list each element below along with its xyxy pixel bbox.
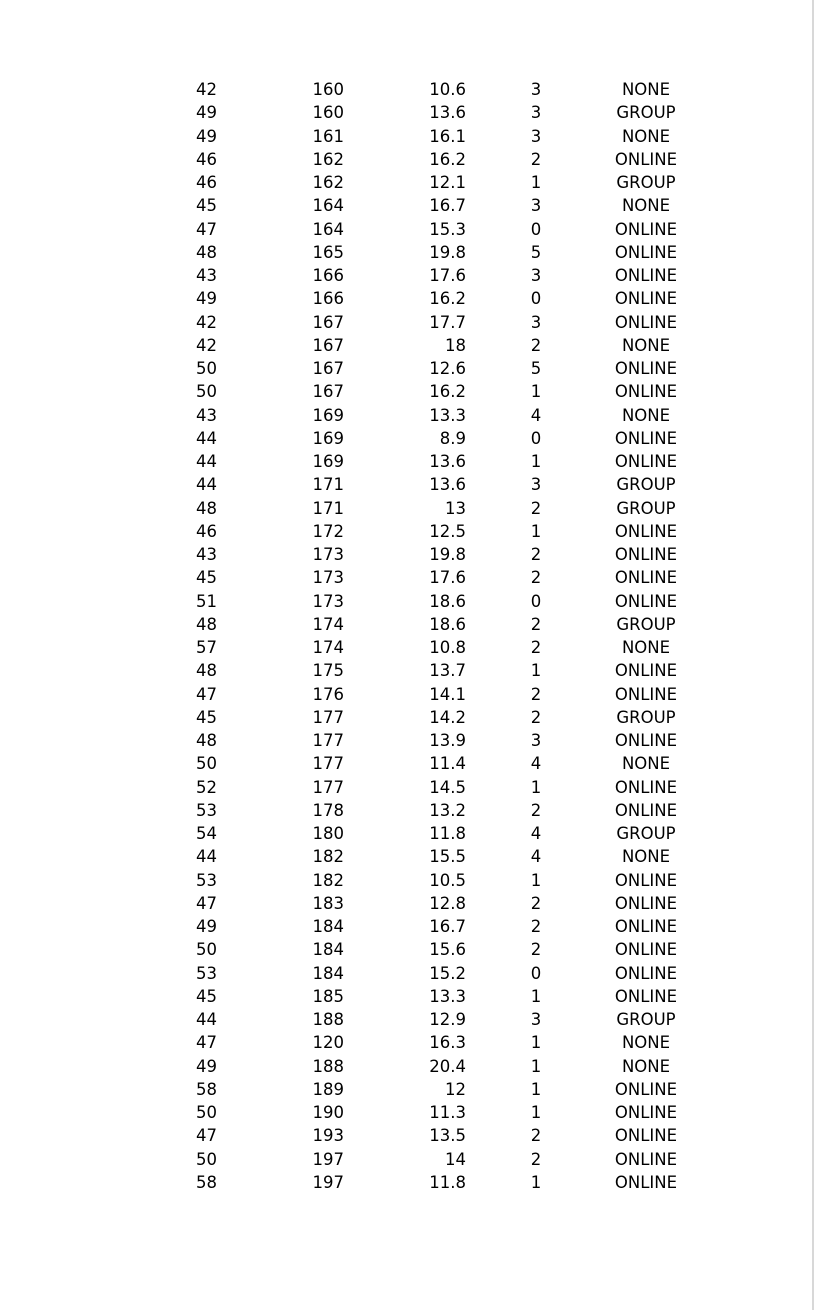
cell-col-4: 0 [530,591,542,611]
cell-col-4: 5 [530,359,542,378]
table-row [0,1008,814,1031]
cell-col-5: ONLINE [614,684,678,704]
cell-col-4: 1 [530,1056,542,1076]
cell-col-2: 177 [312,707,344,727]
cell-col-3: 14 [445,1149,466,1169]
cell-col-4: 1 [530,452,542,471]
cell-col-1: 45 [196,707,217,727]
cell-col-5: ONLINE [614,428,678,448]
cell-col-1: 44 [196,847,217,867]
cell-col-4: 3 [530,1010,542,1029]
cell-col-1: 53 [196,963,217,983]
cell-col-2: 167 [312,359,344,378]
table-row [0,1078,814,1101]
table-row [0,985,814,1008]
cell-col-4: 1 [530,1033,542,1053]
cell-col-2: 171 [312,475,344,495]
cell-col-5: GROUP [616,103,676,123]
cell-col-5: ONLINE [614,266,678,285]
cell-col-4: 2 [530,707,542,727]
cell-col-5: NONE [621,1033,671,1053]
cell-col-4: 2 [530,893,542,913]
cell-col-5: ONLINE [614,940,678,960]
cell-col-4: 3 [530,126,542,146]
cell-col-5: NONE [621,847,671,867]
table-row [0,776,814,799]
cell-col-5: ONLINE [614,870,678,890]
cell-col-1: 45 [196,196,217,216]
table-row [0,218,814,241]
cell-col-2: 189 [312,1079,344,1099]
cell-col-1: 50 [196,940,217,960]
cell-col-1: 42 [196,312,217,332]
cell-col-5: ONLINE [614,149,678,169]
cell-col-3: 12.6 [429,359,466,378]
cell-col-2: 177 [312,731,344,750]
cell-col-3: 15.5 [429,847,466,867]
cell-col-5: ONLINE [614,1126,678,1146]
cell-col-1: 43 [196,405,217,425]
cell-col-2: 183 [312,893,344,913]
cell-col-2: 176 [312,684,344,704]
cell-col-1: 48 [196,614,217,634]
cell-col-5: GROUP [616,824,676,843]
cell-col-2: 177 [312,754,344,774]
cell-col-2: 188 [312,1056,344,1076]
cell-col-1: 49 [196,917,217,936]
cell-col-2: 172 [312,521,344,541]
cell-col-4: 2 [530,638,542,657]
cell-col-5: ONLINE [614,242,678,262]
cell-col-2: 185 [312,986,344,1006]
cell-col-4: 2 [530,940,542,960]
cell-col-4: 3 [530,266,542,285]
cell-col-3: 12.8 [429,893,466,913]
cell-col-4: 0 [530,289,542,309]
cell-col-1: 51 [196,591,217,611]
cell-col-1: 50 [196,359,217,378]
cell-col-2: 175 [312,661,344,681]
cell-col-3: 15.2 [429,963,466,983]
cell-col-4: 3 [530,103,542,123]
table-row [0,380,814,403]
cell-col-3: 17.6 [429,266,466,285]
cell-col-2: 164 [312,196,344,216]
cell-col-3: 16.2 [429,382,466,402]
cell-col-3: 10.5 [429,870,466,890]
cell-col-1: 50 [196,754,217,774]
cell-col-5: GROUP [616,707,676,727]
cell-col-4: 2 [530,1126,542,1146]
cell-col-1: 50 [196,1103,217,1122]
cell-col-1: 57 [196,638,217,657]
cell-col-1: 49 [196,1056,217,1076]
cell-col-5: NONE [621,1056,671,1076]
table-row [0,311,814,334]
table-row [0,659,814,682]
table-row [0,1031,814,1054]
table-row [0,101,814,124]
cell-col-3: 11.4 [429,754,466,774]
cell-col-2: 184 [312,940,344,960]
table-row [0,334,814,357]
cell-col-2: 177 [312,777,344,797]
cell-col-5: ONLINE [614,219,678,239]
cell-col-4: 3 [530,731,542,750]
table-row [0,892,814,915]
cell-col-4: 1 [530,173,542,192]
table-row [0,148,814,171]
cell-col-5: ONLINE [614,1079,678,1099]
cell-col-2: 173 [312,591,344,611]
table-row [0,125,814,148]
cell-col-4: 0 [530,219,542,239]
cell-col-4: 1 [530,661,542,681]
cell-col-4: 2 [530,335,542,355]
cell-col-2: 166 [312,266,344,285]
table-row [0,566,814,589]
cell-col-2: 164 [312,219,344,239]
cell-col-1: 49 [196,289,217,309]
cell-col-3: 16.2 [429,149,466,169]
cell-col-5: ONLINE [614,1103,678,1122]
cell-col-2: 162 [312,173,344,192]
table-row [0,1055,814,1078]
cell-col-4: 1 [530,1079,542,1099]
cell-col-4: 2 [530,917,542,936]
cell-col-1: 50 [196,1149,217,1169]
cell-col-2: 174 [312,638,344,657]
cell-col-3: 16.7 [429,196,466,216]
cell-col-4: 1 [530,870,542,890]
cell-col-5: ONLINE [614,1149,678,1169]
cell-col-3: 15.3 [429,219,466,239]
cell-col-3: 14.1 [429,684,466,704]
cell-col-4: 4 [530,754,542,774]
cell-col-5: GROUP [616,614,676,634]
cell-col-1: 42 [196,80,217,99]
cell-col-1: 42 [196,335,217,355]
cell-col-2: 167 [312,335,344,355]
cell-col-4: 0 [530,428,542,448]
table-row [0,729,814,752]
cell-col-3: 13.6 [429,103,466,123]
cell-col-2: 160 [312,80,344,99]
cell-col-3: 13.6 [429,475,466,495]
cell-col-2: 193 [312,1126,344,1146]
cell-col-3: 12.9 [429,1010,466,1029]
cell-col-2: 178 [312,800,344,820]
cell-col-3: 16.3 [429,1033,466,1053]
cell-col-4: 1 [530,382,542,402]
cell-col-4: 1 [530,521,542,541]
cell-col-5: ONLINE [614,452,678,471]
cell-col-1: 48 [196,498,217,518]
cell-col-2: 169 [312,428,344,448]
table-row [0,357,814,380]
cell-col-5: ONLINE [614,917,678,936]
table-row [0,938,814,961]
cell-col-5: GROUP [616,498,676,518]
cell-col-3: 10.8 [429,638,466,657]
cell-col-4: 2 [530,684,542,704]
cell-col-4: 2 [530,545,542,564]
cell-col-2: 197 [312,1149,344,1169]
table-row [0,706,814,729]
cell-col-3: 15.6 [429,940,466,960]
cell-col-5: ONLINE [614,777,678,797]
cell-col-5: ONLINE [614,661,678,681]
cell-col-5: ONLINE [614,893,678,913]
cell-col-4: 2 [530,149,542,169]
cell-col-1: 49 [196,126,217,146]
cell-col-5: NONE [621,754,671,774]
cell-col-3: 13.7 [429,661,466,681]
cell-col-4: 4 [530,847,542,867]
cell-col-4: 2 [530,1149,542,1169]
table-row [0,1148,814,1171]
table-row [0,613,814,636]
cell-col-3: 16.1 [429,126,466,146]
table-row [0,962,814,985]
table-row [0,822,814,845]
cell-col-3: 10.6 [429,80,466,99]
cell-col-3: 11.3 [429,1103,466,1122]
cell-col-5: ONLINE [614,591,678,611]
cell-col-3: 17.7 [429,312,466,332]
cell-col-1: 48 [196,242,217,262]
table-row [0,1171,814,1194]
cell-col-4: 5 [530,242,542,262]
cell-col-3: 13.9 [429,731,466,750]
cell-col-1: 47 [196,893,217,913]
cell-col-3: 11.8 [429,824,466,843]
cell-col-1: 47 [196,1126,217,1146]
cell-col-5: ONLINE [614,382,678,402]
cell-col-1: 46 [196,173,217,192]
cell-col-4: 4 [530,405,542,425]
cell-col-4: 1 [530,1103,542,1122]
cell-col-2: 167 [312,382,344,402]
cell-col-2: 182 [312,847,344,867]
cell-col-3: 13.5 [429,1126,466,1146]
cell-col-2: 184 [312,963,344,983]
cell-col-4: 1 [530,777,542,797]
cell-col-1: 58 [196,1079,217,1099]
cell-col-3: 12.5 [429,521,466,541]
cell-col-1: 44 [196,452,217,471]
cell-col-2: 160 [312,103,344,123]
cell-col-2: 161 [312,126,344,146]
cell-col-1: 43 [196,545,217,564]
cell-col-3: 12.1 [429,173,466,192]
table-row [0,752,814,775]
cell-col-2: 120 [312,1033,344,1053]
cell-col-5: GROUP [616,173,676,192]
cell-col-3: 13.3 [429,986,466,1006]
cell-col-2: 171 [312,498,344,518]
table-row [0,241,814,264]
cell-col-2: 162 [312,149,344,169]
cell-col-3: 13.6 [429,452,466,471]
cell-col-1: 48 [196,731,217,750]
table-row [0,1101,814,1124]
cell-col-1: 58 [196,1172,217,1192]
table-row [0,543,814,566]
cell-col-5: ONLINE [614,963,678,983]
table-row [0,473,814,496]
cell-col-3: 11.8 [429,1172,466,1192]
cell-col-3: 19.8 [429,242,466,262]
cell-col-2: 184 [312,917,344,936]
cell-col-3: 18.6 [429,591,466,611]
cell-col-2: 190 [312,1103,344,1122]
cell-col-1: 48 [196,661,217,681]
cell-col-4: 2 [530,614,542,634]
table-row [0,869,814,892]
cell-col-3: 14.2 [429,707,466,727]
table-row [0,171,814,194]
cell-col-4: 3 [530,312,542,332]
table-row [0,287,814,310]
table-row [0,636,814,659]
cell-col-1: 54 [196,824,217,843]
table-row [0,915,814,938]
cell-col-2: 174 [312,614,344,634]
cell-col-2: 173 [312,545,344,564]
cell-col-1: 46 [196,149,217,169]
table-row [0,427,814,450]
cell-col-4: 0 [530,963,542,983]
cell-col-1: 47 [196,684,217,704]
cell-col-1: 47 [196,219,217,239]
cell-col-4: 2 [530,568,542,588]
cell-col-5: ONLINE [614,521,678,541]
cell-col-1: 45 [196,568,217,588]
cell-col-5: ONLINE [614,800,678,820]
cell-col-2: 188 [312,1010,344,1029]
cell-col-5: NONE [621,126,671,146]
cell-col-4: 2 [530,800,542,820]
cell-col-3: 20.4 [429,1056,466,1076]
cell-col-3: 13 [445,498,466,518]
cell-col-5: ONLINE [614,1172,678,1192]
cell-col-5: GROUP [616,475,676,495]
cell-col-1: 44 [196,1010,217,1029]
table-row [0,520,814,543]
cell-col-3: 13.3 [429,405,466,425]
cell-col-1: 44 [196,428,217,448]
cell-col-1: 53 [196,870,217,890]
table-row [0,78,814,101]
cell-col-3: 16.7 [429,917,466,936]
cell-col-5: NONE [621,405,671,425]
cell-col-1: 45 [196,986,217,1006]
cell-col-3: 8.9 [439,428,466,448]
table-row [0,404,814,427]
cell-col-3: 17.6 [429,568,466,588]
cell-col-1: 43 [196,266,217,285]
cell-col-2: 167 [312,312,344,332]
cell-col-3: 13.2 [429,800,466,820]
cell-col-5: GROUP [616,1010,676,1029]
cell-col-4: 1 [530,986,542,1006]
cell-col-5: NONE [621,80,671,99]
table-row [0,450,814,473]
cell-col-3: 14.5 [429,777,466,797]
cell-col-2: 197 [312,1172,344,1192]
cell-col-1: 47 [196,1033,217,1053]
table-row [0,194,814,217]
cell-col-3: 18 [445,335,466,355]
cell-col-5: NONE [621,196,671,216]
table-row [0,497,814,520]
table-row [0,1124,814,1147]
table-row [0,845,814,868]
cell-col-1: 46 [196,521,217,541]
data-table [0,78,814,1194]
cell-col-5: ONLINE [614,986,678,1006]
cell-col-5: ONLINE [614,289,678,309]
table-row [0,799,814,822]
cell-col-1: 49 [196,103,217,123]
cell-col-4: 3 [530,80,542,99]
cell-col-4: 3 [530,196,542,216]
table-row [0,590,814,613]
cell-col-2: 169 [312,452,344,471]
cell-col-2: 169 [312,405,344,425]
cell-col-2: 166 [312,289,344,309]
cell-col-5: ONLINE [614,731,678,750]
table-row [0,683,814,706]
cell-col-1: 44 [196,475,217,495]
cell-col-5: ONLINE [614,545,678,564]
cell-col-3: 12 [445,1079,466,1099]
cell-col-5: ONLINE [614,312,678,332]
cell-col-3: 19.8 [429,545,466,564]
cell-col-4: 1 [530,1172,542,1192]
cell-col-2: 180 [312,824,344,843]
cell-col-4: 3 [530,475,542,495]
cell-col-4: 4 [530,824,542,843]
cell-col-5: ONLINE [614,359,678,378]
cell-col-5: NONE [621,638,671,657]
table-body [0,78,814,1194]
cell-col-1: 53 [196,800,217,820]
cell-col-3: 18.6 [429,614,466,634]
cell-col-4: 2 [530,498,542,518]
cell-col-2: 165 [312,242,344,262]
cell-col-3: 16.2 [429,289,466,309]
cell-col-1: 52 [196,777,217,797]
cell-col-2: 173 [312,568,344,588]
cell-col-2: 182 [312,870,344,890]
cell-col-5: NONE [621,335,671,355]
table-row [0,264,814,287]
cell-col-5: ONLINE [614,568,678,588]
cell-col-1: 50 [196,382,217,402]
